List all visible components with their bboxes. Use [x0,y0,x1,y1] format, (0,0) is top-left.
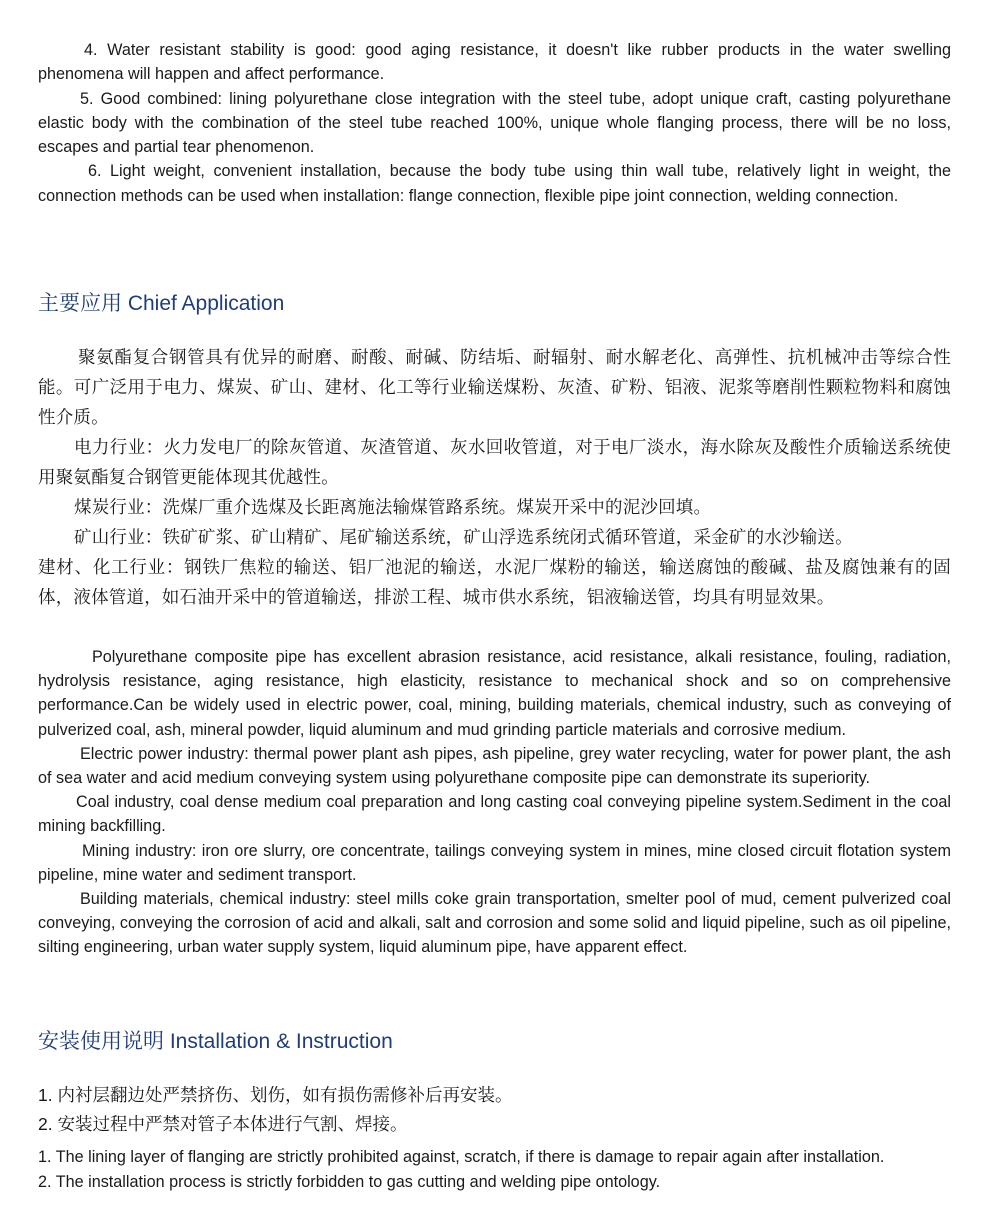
application-en-section [38,645,951,960]
application-zh-coal: 煤炭行业：洗煤厂重介选煤及长距离施法输煤管路系统。煤炭开采中的泥沙回填。 [74,497,712,517]
installation-zh-list [38,1081,951,1139]
application-en-building: Building materials, chemical industry: steel mills coke grain transportation, smelter pool of mud, cement pulverized coal conveying, conveying the corrosion of acid and alkali, salt and corrosion and some solid and liquid pipeline, such as oil pipeline, silting engineering, urban water supply system, liquid aluminum pipe, have apparent effect. [38,890,951,957]
application-en-power: Electric power industry: thermal power plant ash pipes, ash pipeline, grey water recycling, water for power plant, the ash of sea water and acid medium conveying system using polyurethane composite pipe can demonstrate its superiority. [38,744,951,788]
application-en-intro: Polyurethane composite pipe has excellent abrasion resistance, acid resistance, alkali resistance, fouling, radiation, hydrolysis resistance, aging resistance, high elasticity, resistance to mechanical shock and so on comprehensive performance.Can be widely used in electric power, coal, mining, building materials, chemical industry, such as conveying of pulverized coal, ash, mineral powder, liquid aluminum and mud grinding particle materials and corrosive medium. [38,648,951,739]
installation-zh-item: 2. 安装过程中严禁对管子本体进行气割、焊接。 [38,1114,408,1134]
installation-heading: 安装使用说明 Installation & Instruction [38,1030,393,1053]
application-zh-power: 电力行业：火力发电厂的除灰管道、灰渣管道、灰水回收管道，对于电厂淡水，海水除灰及酸性介质输送系统使用聚氨酯复合钢管更能体现其优越性。 [38,437,951,487]
application-zh-mining: 矿山行业：铁矿矿浆、矿山精矿、尾矿输送系统，矿山浮选系统闭式循环管道，采金矿的水沙输送。 [74,527,853,547]
application-heading: 主要应用 Chief Application [38,292,285,315]
document-page [38,38,951,1191]
application-en-mining: Mining industry: iron ore slurry, ore concentrate, tailings conveying system in mines, mine closed circuit flotation system pipeline, mine water and sediment transport. [38,841,951,884]
properties-section [38,38,951,208]
installation-en-item: 1. The lining layer of flanging are strictly prohibited against, scratch, if there is damage to repair again after installation. [38,1148,885,1166]
property-item-4: 4. Water resistant stability is good: good aging resistance, it doesn't like rubber products in the water swelling phenomena will happen and affect performance. [38,41,951,84]
application-zh-section [38,342,951,612]
installation-en-list [38,1145,951,1194]
application-zh-building: 建材、化工行业：钢铁厂焦粒的输送、铝厂池泥的输送，水泥厂煤粉的输送，输送腐蚀的酸碱、盐及腐蚀兼有的固体，液体管道，如石油开采中的管道输送，排淤工程、城市供水系统，铝液输送管，均具有明显效果。 [38,557,951,607]
application-zh-intro: 聚氨酯复合钢管具有优异的耐磨、耐酸、耐碱、防结垢、耐辐射、耐水解老化、高弹性、抗机械冲击等综合性能。可广泛用于电力、煤炭、矿山、建材、化工等行业输送煤粉、灰渣、矿粉、铝液、泥浆等磨削性颗粒物料和腐蚀性介质。 [38,347,951,427]
installation-zh-item: 1. 内衬层翻边处严禁挤伤、划伤，如有损伤需修补后再安装。 [38,1085,513,1105]
installation-en-item: 2. The installation process is strictly forbidden to gas cutting and welding pipe ontology. [38,1172,661,1191]
property-item-5: 5. Good combined: lining polyurethane close integration with the steel tube, adopt unique craft, casting polyurethane elastic body with the combination of the steel tube reached 100%, unique whole flanging process, there will be no loss, escapes and partial tear phenomenon. [38,89,951,157]
application-en-coal: Coal industry, coal dense medium coal preparation and long casting coal conveying pipeline system.Sediment in the coal mining backfilling. [38,793,951,836]
property-item-6: 6. Light weight, convenient installation, because the body tube using thin wall tube, relatively light in weight, the connection methods can be used when installation: flange connection, flexible pipe joint connection, welding connection. [38,162,951,205]
